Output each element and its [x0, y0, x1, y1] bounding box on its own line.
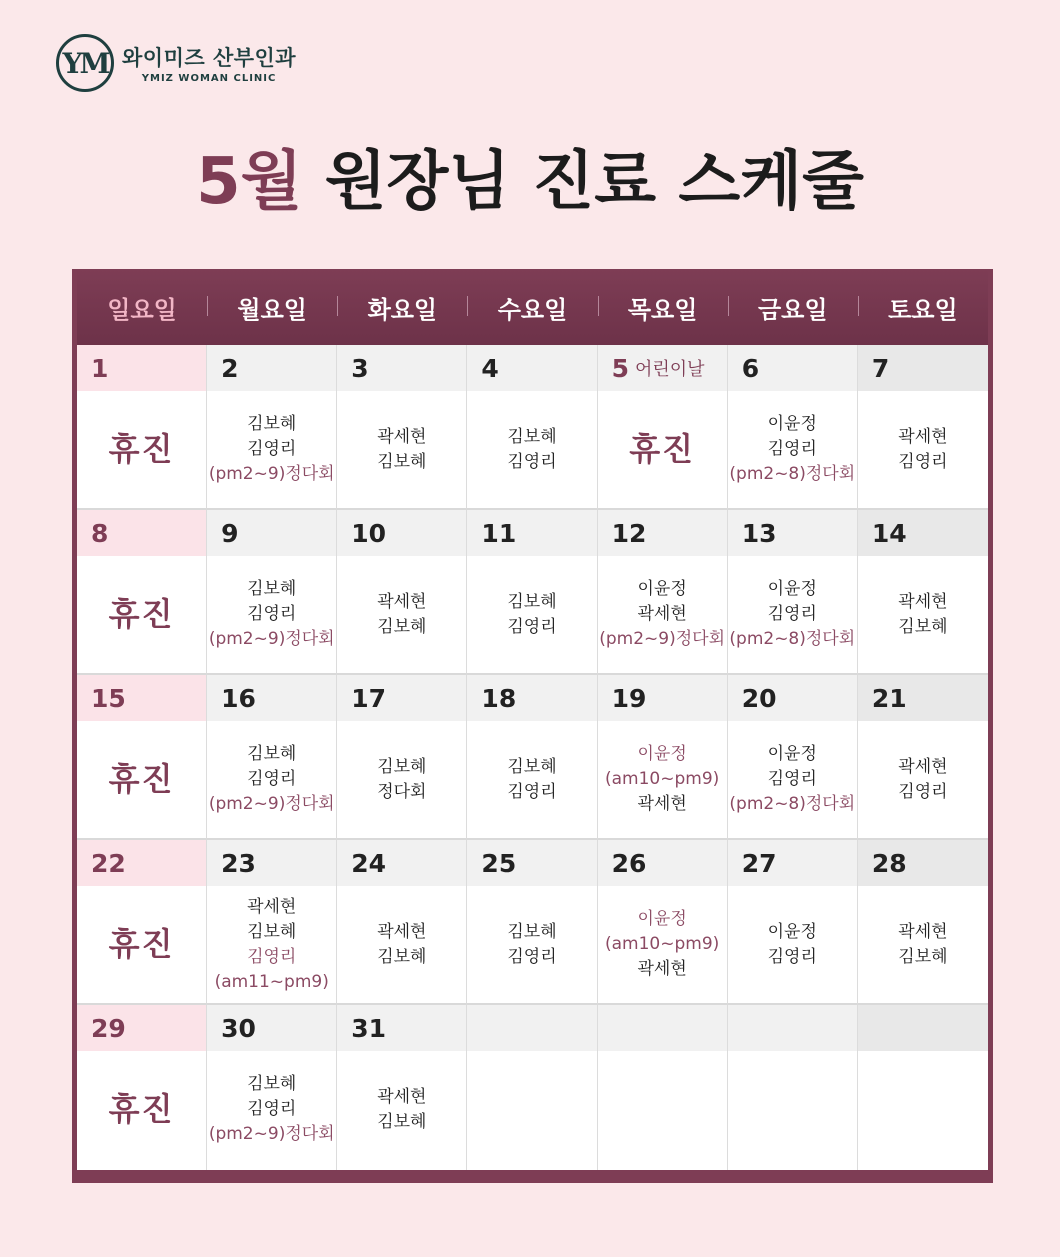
day-number: 9: [221, 518, 239, 548]
doctor-name: 김보혜: [377, 1111, 427, 1132]
day-number: 18: [481, 683, 517, 713]
day-number: 25: [481, 848, 517, 878]
doctor-name: 김영리: [507, 616, 557, 637]
day-number: 13: [741, 518, 777, 548]
doctor-name: (pm2~9)정다회: [208, 464, 335, 484]
day-number-bar: [728, 345, 857, 391]
day-number: 2: [221, 353, 239, 383]
closed-label: 휴진: [108, 1090, 175, 1128]
day-number: 16: [221, 683, 256, 713]
doctor-name: 김보혜: [898, 946, 948, 967]
day-number: 3: [351, 353, 369, 383]
doctor-name: 김보혜: [507, 591, 557, 612]
doctor-list: [207, 1051, 336, 1168]
doctor-name: 곽세현: [898, 591, 948, 612]
doctor-name: 김보혜: [247, 921, 297, 942]
day-number-bar: [858, 840, 988, 886]
day-number: 22: [91, 848, 126, 878]
day-number: 19: [611, 683, 647, 713]
title-text: 원장님 진료 스케줄: [302, 145, 864, 219]
day-cell: [858, 510, 988, 675]
doctor-name: (am11~pm9): [214, 971, 329, 992]
day-cell: [207, 840, 337, 1005]
day-cell: [337, 345, 467, 510]
weekday-label: 수요일: [467, 290, 597, 325]
doctor-name: 김보혜: [507, 426, 557, 447]
doctor-list: [598, 886, 727, 1003]
day-cell: [77, 840, 207, 1005]
doctor-name: 곽세현: [247, 896, 297, 917]
day-cell: [858, 675, 988, 840]
day-cell: [77, 345, 207, 510]
day-number-bar: [598, 675, 727, 721]
doctor-name: 곽세현: [377, 426, 427, 447]
day-cell: [467, 510, 597, 675]
day-number-bar: [337, 510, 466, 556]
closed-label: 휴진: [108, 595, 175, 633]
day-number-bar: [77, 675, 206, 721]
day-cell: [598, 510, 728, 675]
doctor-name: 김영리: [247, 769, 297, 789]
day-number: 10: [351, 518, 387, 548]
doctor-name: 김보혜: [377, 946, 427, 967]
day-cell: [207, 1005, 337, 1170]
doctor-name: 김영리: [247, 604, 297, 624]
day-number-bar: [77, 840, 206, 886]
doctor-list: [207, 886, 336, 1003]
doctor-name: 김보혜: [377, 616, 427, 637]
doctor-list: [598, 1051, 727, 1168]
doctor-list: [337, 1051, 466, 1168]
day-cell: [337, 675, 467, 840]
day-number-bar: [598, 345, 727, 391]
doctor-name: 김영리: [247, 1099, 297, 1119]
day-number: 15: [91, 683, 126, 713]
doctor-name: 김보혜: [247, 1074, 297, 1094]
doctor-list: [337, 556, 466, 673]
doctor-name: (pm2~9)정다회: [208, 794, 335, 814]
doctor-list: [598, 721, 727, 838]
day-cell: [858, 840, 988, 1005]
day-cell: [598, 675, 728, 840]
doctor-name: 곽세현: [898, 426, 948, 447]
clinic-logo: [56, 34, 296, 92]
day-cell: [77, 510, 207, 675]
doctor-name: 곽세현: [377, 921, 427, 942]
day-number-bar: [467, 345, 596, 391]
weekday-label: 화요일: [337, 290, 467, 325]
doctor-name: 곽세현: [637, 959, 687, 979]
day-cell: [207, 345, 337, 510]
day-number-bar: [337, 675, 466, 721]
doctor-list: [467, 886, 596, 1003]
doctor-list: [858, 886, 988, 1003]
doctor-name: 김영리: [767, 604, 817, 624]
doctor-name: 이윤정: [767, 579, 817, 599]
doctor-list: [728, 1051, 857, 1168]
doctor-name: 김영리: [507, 946, 557, 967]
day-number-bar: [467, 675, 596, 721]
day-number: 8: [91, 518, 109, 548]
day-cell: [728, 510, 858, 675]
doctor-name: 김영리: [507, 781, 557, 802]
day-number-bar: [77, 345, 206, 391]
day-number: 14: [871, 518, 907, 548]
day-cell: [728, 345, 858, 510]
holiday-label: 어린이날: [634, 359, 705, 380]
day-cell: [598, 345, 728, 510]
closed-label: 휴진: [629, 430, 696, 468]
day-number-bar: [207, 675, 336, 721]
day-number-bar: [858, 675, 988, 721]
doctor-name: 곽세현: [637, 794, 687, 814]
doctor-list: [337, 391, 466, 508]
day-cell: [467, 675, 597, 840]
title-month: 5월: [196, 145, 303, 219]
day-number: 1: [91, 353, 109, 383]
day-number: 20: [741, 683, 777, 713]
clinic-name-korean: 와이미즈 산부인과: [122, 46, 297, 70]
day-cell: [598, 840, 728, 1005]
day-number: 23: [221, 848, 256, 878]
day-cell: [467, 345, 597, 510]
doctor-name: 김영리: [247, 439, 297, 459]
day-number: 28: [871, 848, 907, 878]
doctor-list: [728, 556, 857, 673]
doctor-list: [207, 721, 336, 838]
schedule-calendar: [72, 269, 993, 1183]
doctor-list: [858, 556, 988, 673]
doctor-name: 곽세현: [377, 591, 427, 612]
doctor-list: [728, 721, 857, 838]
doctor-list: [467, 391, 596, 508]
doctor-name: 곽세현: [898, 756, 948, 777]
doctor-name: 김영리: [767, 439, 817, 459]
doctor-name: 이윤정: [767, 921, 817, 942]
day-number-bar: [207, 1005, 336, 1051]
day-cell: [728, 840, 858, 1005]
day-number-bar: [598, 1005, 727, 1051]
day-number-bar: [598, 840, 727, 886]
closed-label: 휴진: [108, 760, 175, 798]
doctor-name: 김보혜: [247, 744, 297, 764]
clinic-name-english: YMIZ WOMAN CLINIC: [141, 73, 277, 84]
doctor-list: [467, 721, 596, 838]
day-number-bar: [728, 675, 857, 721]
day-number-bar: [467, 510, 596, 556]
day-number-bar: [598, 510, 727, 556]
day-number: 12: [611, 518, 647, 548]
doctor-name: 김보혜: [247, 579, 297, 599]
day-number: 6: [741, 353, 760, 383]
doctor-name: 곽세현: [898, 921, 948, 942]
logo-mark-icon: YM: [56, 34, 114, 92]
day-number-bar: [77, 510, 206, 556]
day-number: 30: [221, 1013, 256, 1043]
doctor-name: (pm2~9)정다회: [208, 629, 335, 649]
day-number: 11: [481, 518, 517, 548]
day-number: 7: [871, 353, 890, 383]
day-cell: [77, 675, 207, 840]
day-number-bar: [207, 510, 336, 556]
doctor-name: 이윤정: [767, 744, 817, 764]
doctor-name: (pm2~9)정다회: [208, 1124, 335, 1144]
doctor-name: 이윤정: [637, 909, 687, 929]
day-cell: [77, 1005, 207, 1170]
doctor-name: (am10~pm9): [604, 769, 720, 789]
day-cell: [467, 840, 597, 1005]
day-cell: [207, 510, 337, 675]
doctor-name: 김보혜: [507, 921, 557, 942]
doctor-name: 곽세현: [377, 1086, 427, 1107]
doctor-name: 김보혜: [507, 756, 557, 777]
page-title: [0, 130, 1060, 222]
doctor-name: 김영리: [898, 451, 948, 472]
day-number-bar: [858, 510, 988, 556]
doctor-list: [467, 556, 596, 673]
day-cell: [467, 1005, 597, 1170]
doctor-list: [337, 886, 466, 1003]
doctor-list: [467, 1051, 596, 1168]
day-number-bar: [337, 840, 466, 886]
doctor-list: [337, 721, 466, 838]
day-number: 24: [351, 848, 387, 878]
doctor-name: 김영리: [247, 946, 297, 967]
doctor-name: 김영리: [898, 781, 948, 802]
doctor-list: [728, 391, 857, 508]
doctor-name: 김보혜: [377, 756, 427, 777]
day-cell: [337, 1005, 467, 1170]
day-number-bar: [207, 840, 336, 886]
doctor-name: (am10~pm9): [604, 934, 720, 954]
weekday-label: 일요일: [107, 295, 177, 324]
day-number: 5: [611, 353, 629, 383]
day-number-bar: [728, 1005, 857, 1051]
doctor-list: [858, 391, 988, 508]
doctor-name: 김영리: [507, 451, 557, 472]
weekday-label: 월요일: [207, 290, 337, 325]
doctor-name: 김영리: [767, 769, 817, 789]
day-number-bar: [77, 1005, 206, 1051]
day-number-bar: [728, 840, 857, 886]
day-number-bar: [728, 510, 857, 556]
closed-label: 휴진: [108, 925, 175, 963]
weekday-header: [77, 269, 988, 345]
doctor-list: [858, 1051, 988, 1168]
day-number: 27: [741, 848, 777, 878]
closed-label: 휴진: [108, 430, 175, 468]
doctor-name: (pm2~8)정다회: [729, 794, 856, 814]
day-cell: [337, 510, 467, 675]
calendar-grid: [77, 345, 988, 1170]
day-number-bar: [207, 345, 336, 391]
day-cell: [337, 840, 467, 1005]
day-cell: [728, 1005, 858, 1170]
day-number-bar: [337, 1005, 466, 1051]
doctor-name: 김보혜: [247, 414, 297, 434]
doctor-name: (pm2~8)정다회: [729, 629, 856, 649]
day-number: 4: [481, 353, 499, 383]
doctor-name: 김영리: [767, 946, 817, 967]
doctor-name: 이윤정: [637, 744, 687, 764]
weekday-label: 토요일: [858, 290, 988, 325]
weekday-label: 목요일: [598, 290, 728, 325]
doctor-list: [858, 721, 988, 838]
day-number-bar: [337, 345, 466, 391]
doctor-list: [207, 556, 336, 673]
day-number: 29: [91, 1013, 126, 1043]
day-number: 31: [351, 1013, 387, 1043]
day-number-bar: [467, 840, 596, 886]
doctor-name: 김보혜: [898, 616, 948, 637]
weekday-label: 금요일: [728, 290, 858, 325]
day-number: 17: [351, 683, 387, 713]
doctor-name: 이윤정: [767, 414, 817, 434]
doctor-name: (pm2~8)정다회: [729, 464, 856, 484]
doctor-name: 이윤정: [637, 579, 687, 599]
day-number: 26: [611, 848, 647, 878]
day-number-bar: [858, 1005, 988, 1051]
doctor-name: (pm2~9)정다회: [599, 629, 726, 649]
day-cell: [207, 675, 337, 840]
doctor-list: [207, 391, 336, 508]
day-number-bar: [467, 1005, 596, 1051]
doctor-name: 곽세현: [637, 604, 687, 624]
day-number-bar: [858, 345, 988, 391]
day-cell: [598, 1005, 728, 1170]
day-cell: [858, 345, 988, 510]
day-cell: [858, 1005, 988, 1170]
doctor-list: [598, 556, 727, 673]
day-cell: [728, 675, 858, 840]
doctor-name: 정다회: [377, 781, 427, 802]
doctor-list: [728, 886, 857, 1003]
day-number: 21: [871, 683, 907, 713]
doctor-name: 김보혜: [377, 451, 427, 472]
